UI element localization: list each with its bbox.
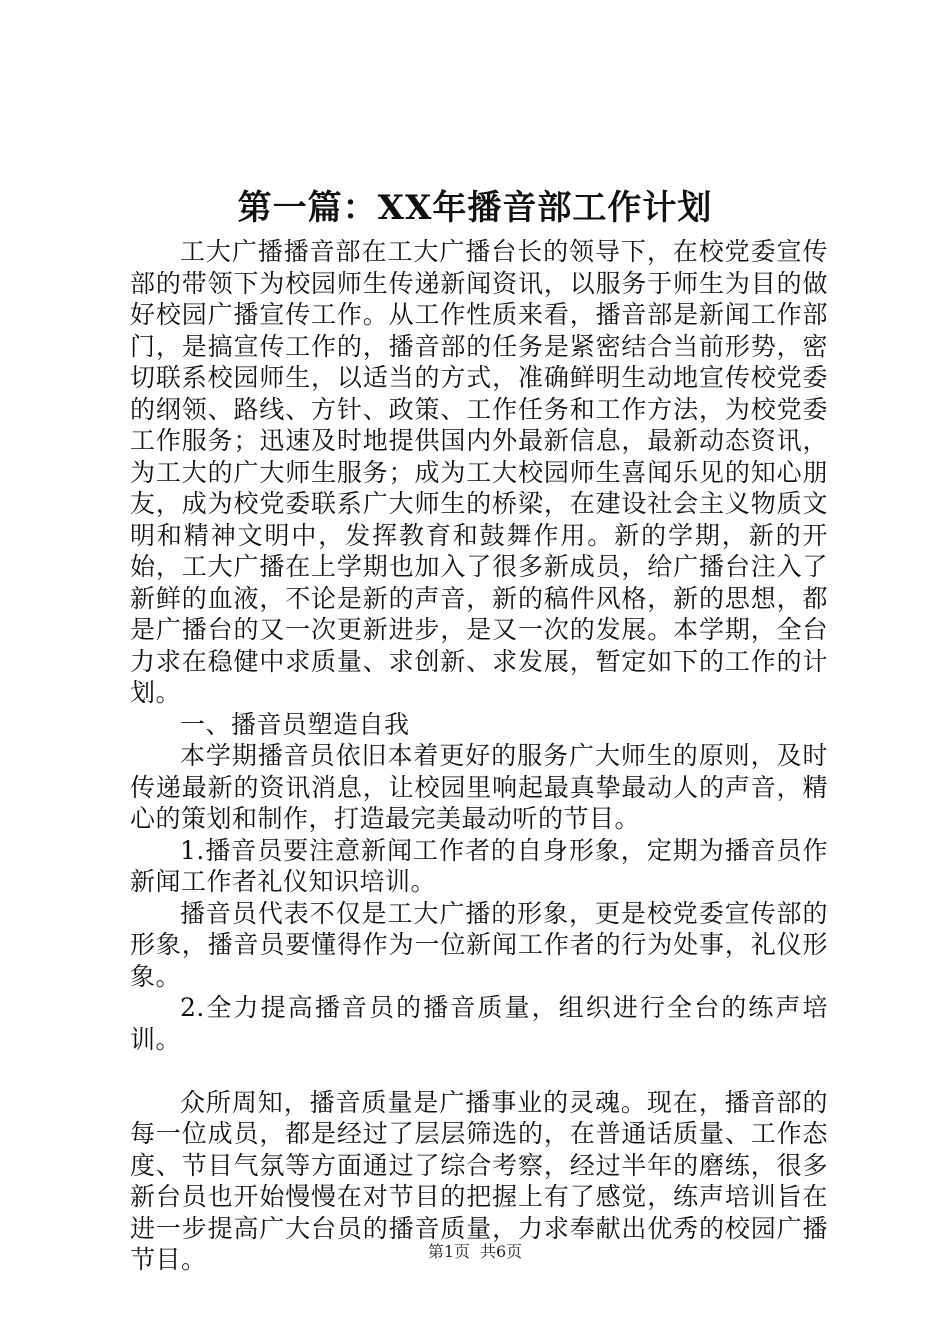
page-footer [0, 1242, 950, 1262]
page-number: 第1页 [427, 1242, 470, 1261]
list-item-1-detail: 播音员代表不仅是工大广播的形象，更是校党委宣传部的形象，播音员要懂得作为一位新闻工作者的行为处事，礼仪形象。 [130, 898, 828, 991]
section-heading: 一、播音员塑造自我 [180, 709, 410, 739]
list-item-2-detail: 众所周知，播音质量是广播事业的灵魂。现在，播音部的每一位成员，都是经过了层层筛选的，在普通话质量、工作态度、节目气氛等方面通过了综合考察，经过半年的磨练，很多新台员也开始慢慢在对节目的把握上有了感觉，练声培训旨在进一步提高广大台员的播音质量，力求奉献出优秀的校园广播节目。 [130, 1087, 828, 1274]
list-item-1: 1.播音员要注意新闻工作者的自身形象，定期为播音员作新闻工作者礼仪知识培训。 [130, 835, 828, 896]
list-item-2: 2.全力提高播音员的播音质量，组织进行全台的练声培训。 [130, 993, 828, 1054]
intro-paragraph: 工大广播播音部在工大广播台长的领导下，在校党委宣传部的带领下为校园师生传递新闻资讯，以服务于师生为目的做好校园广播宣传工作。从工作性质来看，播音部是新闻工作部门，是搞宣传工作的，播音部的任务是紧密结合当前形势，密切联系校园师生，以适当的方式，准确鲜明生动地宣传校党委的纲领、路线、方针、政策、工作任务和工作方法，为校党委工作服务；迅速及时地提供国内外最新信息，最新动态资讯，为工大的广大师生服务；成为工大校园师生喜闻乐见的知心朋友，成为校党委联系广大师生的桥梁，在建设社会主义物质文明和精神文明中，发挥教育和鼓舞作用。新的学期，新的开始，工大广播在上学期也加入了很多新成员，给广播台注入了新鲜的血液，不论是新的声音，新的稿件风格，新的思想，都是广播台的又一次更新进步，是又一次的发展。本学期，全台力求在稳健中求质量、求创新、求发展，暂定如下的工作的计划。 [130, 237, 828, 707]
document-title: 第一篇：XX年播音部工作计划 [237, 188, 713, 228]
section-paragraph: 本学期播音员依旧本着更好的服务广大师生的原则，及时传递最新的资讯消息，让校园里响起最真挚最动人的声音，精心的策划和制作，打造最完美最动听的节目。 [130, 741, 828, 833]
page-total: 共6页 [480, 1242, 523, 1261]
document-body [130, 236, 828, 1276]
